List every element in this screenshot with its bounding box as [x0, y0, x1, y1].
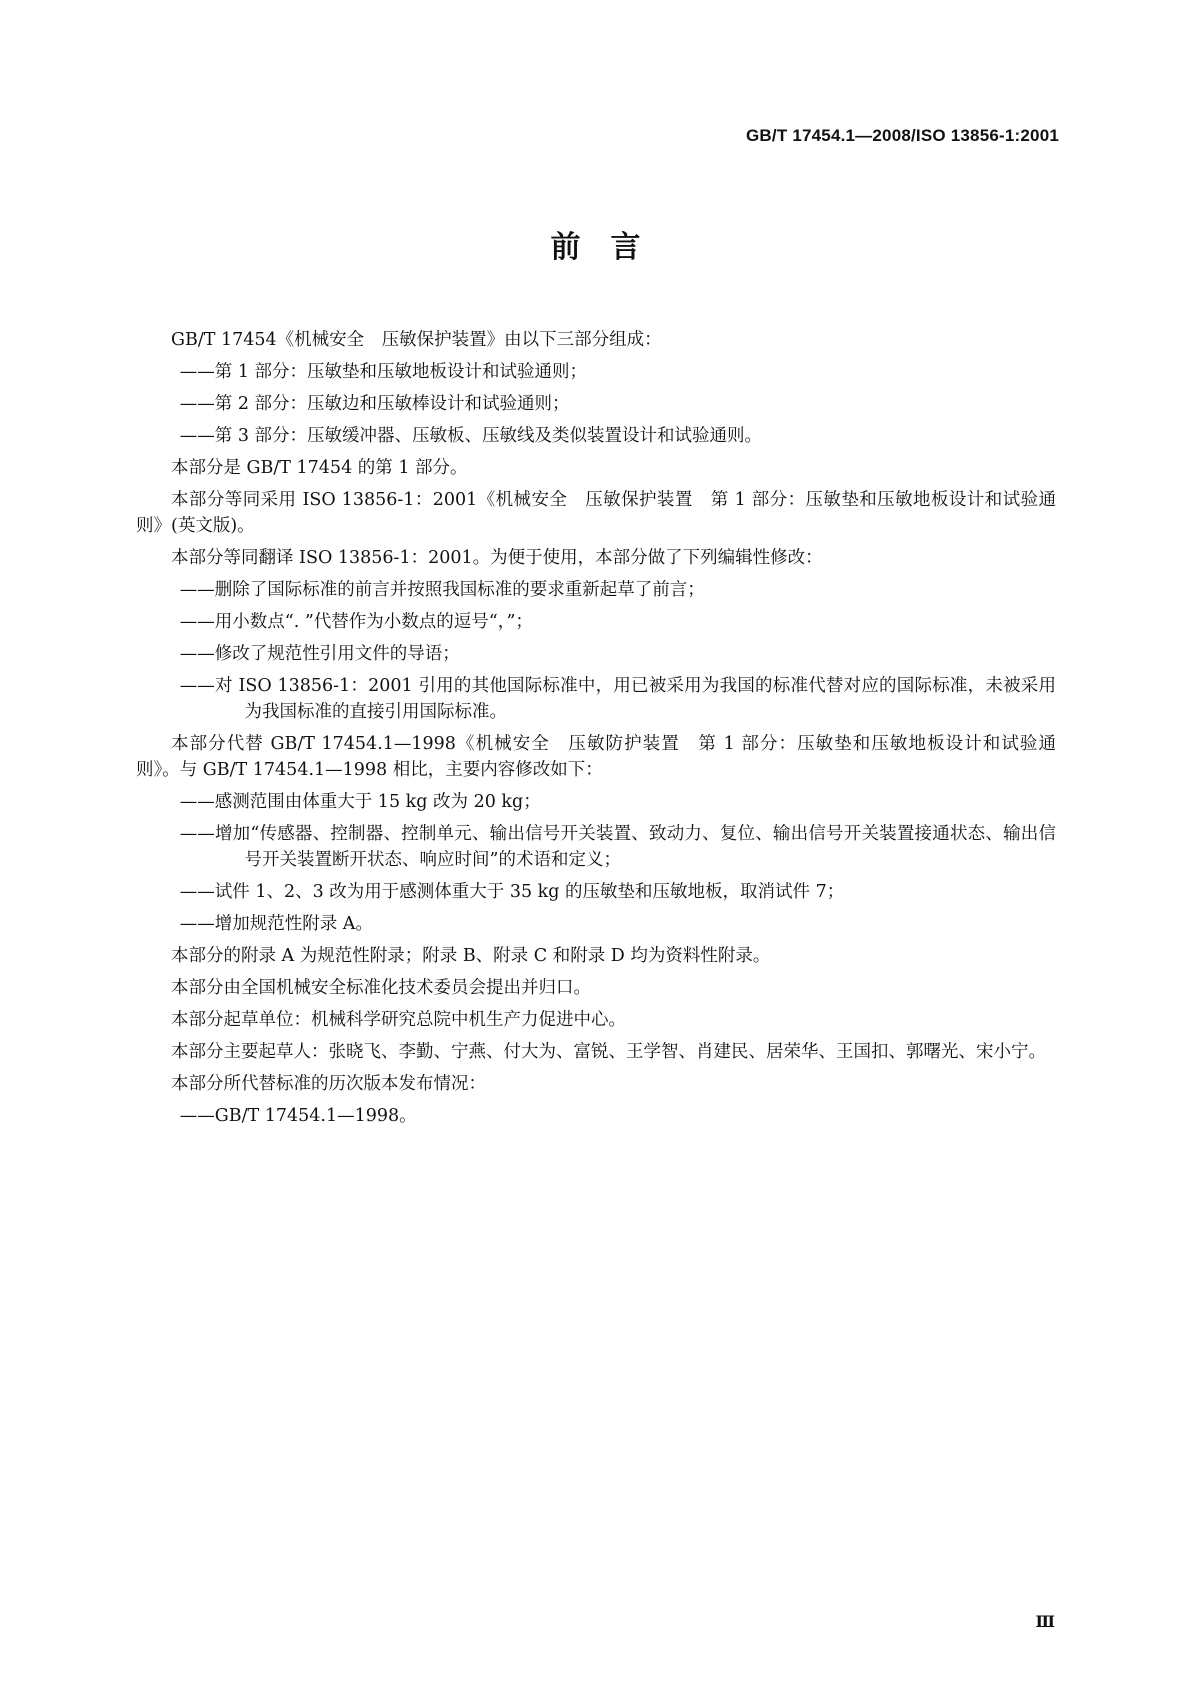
list-item: ——删除了国际标准的前言并按照我国标准的要求重新起草了前言；	[179, 580, 705, 600]
list-item: ——第 2 部分：压敏边和压敏棒设计和试验通则；	[179, 394, 570, 414]
list-item: ——试件 1、2、3 改为用于感测体重大于 35 kg 的压敏垫和压敏地板，取消试件 7；	[179, 882, 845, 902]
list-item: ——对 ISO 13856-1：2001 引用的其他国际标准中，用已被采用为我国的标准代替对应的国际标准，未被采用为我国标准的直接引用国际标准。	[179, 676, 1056, 722]
foreword-body	[136, 327, 1056, 1135]
list-item: ——GB/T 17454.1—1998。	[179, 1106, 417, 1126]
list-item: ——用小数点“. ”代替作为小数点的逗号“，”；	[179, 612, 533, 632]
paragraph: 本部分等同翻译 ISO 13856-1：2001。为便于使用，本部分做了下列编辑性修改：	[171, 548, 823, 568]
list-item: ——感测范围由体重大于 15 kg 改为 20 kg；	[179, 792, 541, 812]
list-item: ——第 3 部分：压敏缓冲器、压敏板、压敏线及类似装置设计和试验通则。	[179, 426, 763, 446]
paragraph: 本部分等同采用 ISO 13856-1：2001《机械安全 压敏保护装置 第 1 部分：压敏垫和压敏地板设计和试验通则》(英文版)。	[136, 490, 1056, 536]
paragraph: 本部分是 GB/T 17454 的第 1 部分。	[171, 458, 468, 478]
page-number: Ⅲ	[1035, 1614, 1055, 1631]
list-item: ——第 1 部分：压敏垫和压敏地板设计和试验通则；	[179, 362, 588, 382]
paragraph: 本部分的附录 A 为规范性附录；附录 B、附录 C 和附录 D 均为资料性附录。	[171, 946, 771, 966]
paragraph: 本部分起草单位：机械科学研究总院中机生产力促进中心。	[171, 1010, 626, 1030]
paragraph: 本部分主要起草人：张晓飞、李勤、宁燕、付大为、富锐、王学智、肖建民、居荣华、王国扣、郭曙光、宋小宁。	[171, 1042, 1046, 1062]
paragraph: 本部分所代替标准的历次版本发布情况：	[171, 1074, 486, 1094]
list-item: ——增加规范性附录 A。	[179, 914, 373, 934]
list-item: ——增加“传感器、控制器、控制单元、输出信号开关装置、致动力、复位、输出信号开关装置接通状态、输出信号开关装置断开状态、响应时间”的术语和定义；	[179, 824, 1056, 870]
paragraph: 本部分代替 GB/T 17454.1—1998《机械安全 压敏防护装置 第 1 部分：压敏垫和压敏地板设计和试验通则》。与 GB/T 17454.1—1998 相比，主要内容修改如下：	[136, 734, 1056, 780]
standard-number: GB/T 17454.1—2008/ISO 13856-1:2001	[746, 126, 1059, 145]
paragraph: GB/T 17454《机械安全 压敏保护装置》由以下三部分组成：	[171, 330, 662, 350]
paragraph: 本部分由全国机械安全标准化技术委员会提出并归口。	[171, 978, 591, 998]
page-title: 前言	[550, 230, 671, 265]
list-item: ——修改了规范性引用文件的导语；	[179, 644, 460, 664]
